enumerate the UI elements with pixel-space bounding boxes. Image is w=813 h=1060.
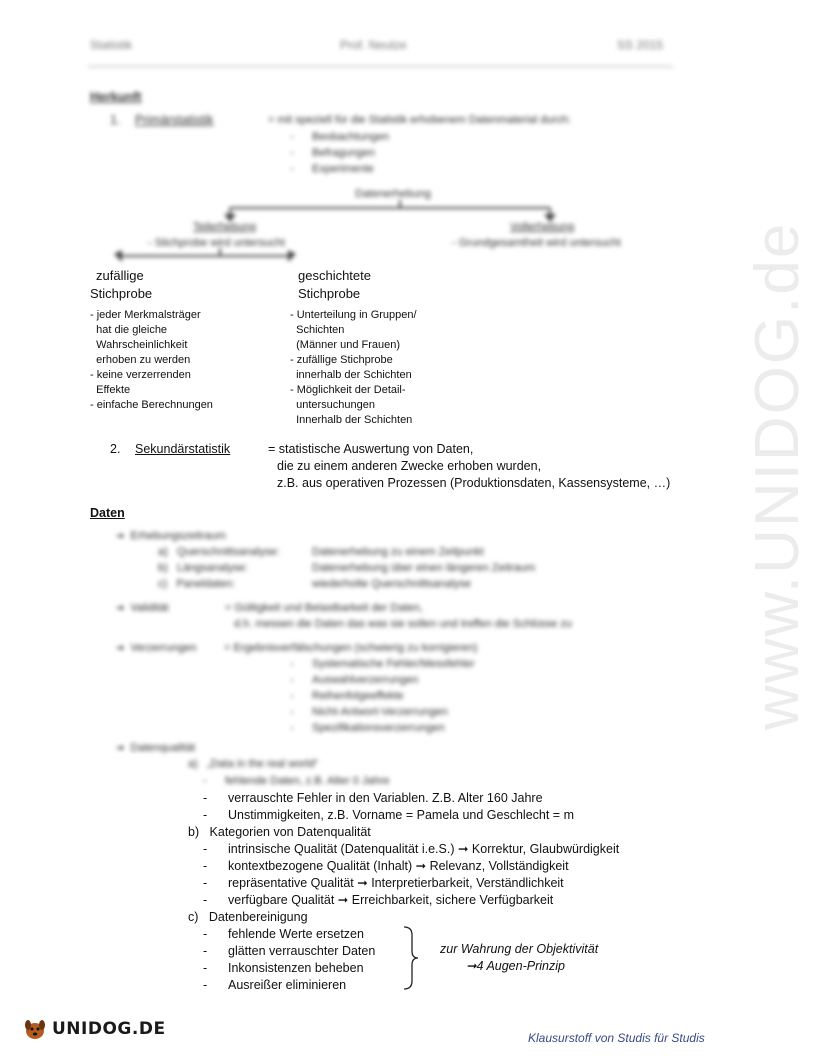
dog-icon [22, 1016, 48, 1042]
header-course: Statistik [90, 38, 133, 52]
zufaellig-line: - jeder Merkmalsträger [90, 309, 201, 321]
qualitaet-b: b) Kategorien von Datenqualität [188, 825, 371, 839]
verzerrungen-label: ➔ Verzerrungen [116, 641, 196, 656]
qualitaet-b-item: - verfügbare Qualität ➞ Erreichbarkeit, sichere Verfügbarkeit [203, 893, 554, 907]
qualitaet-a-item: - Unstimmigkeiten, z.B. Vorname = Pamela und Geschlecht = m [203, 808, 574, 822]
verzerrungen-item: - Nicht-Antwort-Verzerrungen [290, 706, 448, 718]
header-divider [88, 66, 673, 67]
qualitaet-a: a) „Data in the real world“ [188, 758, 319, 770]
qualitaet-b-item: - intrinsische Qualität (Datenqualität i.e.S.) ➞ Korrektur, Glaubwürdigkeit [203, 842, 620, 856]
verzerrungen-def: = Ergebnisverfälschungen (schwierig zu korrigieren) [224, 642, 478, 654]
geschichtet-line: - Möglichkeit der Detail- [290, 384, 406, 396]
tree-right-note: - Grundgesamtheit wird untersucht [452, 237, 621, 249]
tree-left: Teilerhebung [193, 221, 256, 233]
geschichtet-line: - zufällige Stichprobe [290, 354, 393, 366]
header-semester: SS 2015 [617, 38, 664, 52]
geschichtet-line: innerhalb der Schichten [290, 369, 412, 381]
primary-number: 1. [110, 113, 121, 127]
objectivity-note: zur Wahrung der Objektivität [440, 942, 599, 956]
geschichtet-title-2: Stichprobe [298, 286, 361, 301]
verzerrungen-item: - Systematische Fehler/Messfehler [290, 658, 475, 670]
validitaet-line: d.h. messen die Daten das was sie sollen und treffen die Schlüsse zu [234, 618, 572, 630]
secondary-line: = statistische Auswertung von Daten, [268, 442, 474, 456]
zufaellig-title-2: Stichprobe [90, 286, 153, 301]
validitaet-label: ➔ Validität [116, 601, 169, 616]
qualitaet-c-item: - Inkonsistenzen beheben [203, 961, 364, 975]
zufaellig-title-1: zufällige [96, 268, 144, 283]
erhebung-desc: Datenerhebung zu einem Zeitpunkt [312, 546, 484, 558]
zufaellig-line: Effekte [90, 384, 131, 396]
erhebung-desc: wiederholte Querschnittsanalyse [312, 578, 471, 590]
secondary-term: Sekundärstatistik [135, 442, 231, 456]
erhebung-label: ➔ Erhebungszeitraum [116, 529, 226, 544]
tree-right: Vollerhebung [510, 221, 575, 233]
header-professor: Prof. Neutze [340, 38, 407, 52]
tree-root: Datenerhebung [355, 188, 431, 200]
zufaellig-line: hat die gleiche [90, 324, 168, 336]
qualitaet-c-item: - Ausreißer eliminieren [203, 978, 347, 992]
watermark: www.UNIDOG.de [743, 221, 812, 730]
footer-logo [22, 1016, 166, 1042]
section-title-herkunft: Herkunft [90, 90, 142, 104]
validitaet-line: = Gültigkeit und Belastbarkeit der Daten, [225, 602, 423, 614]
tree-left-note: - Stichprobe wird untersucht [148, 237, 285, 249]
qualitaet-a-item: - verrauschte Fehler in den Variablen. Z.B. Alter 160 Jahre [203, 791, 543, 805]
zufaellig-line: erhoben zu werden [90, 354, 191, 366]
qualitaet-b-item: - repräsentative Qualität ➞ Interpretierbarkeit, Verständlichkeit [203, 876, 564, 890]
section-title-daten: Daten [90, 506, 125, 520]
geschichtet-title-1: geschichtete [298, 268, 371, 283]
primary-term: Primärstatistik [135, 113, 214, 127]
qualitaet-c-item: - fehlende Werte ersetzen [203, 927, 364, 941]
qualitaet-c-item: - glätten verrauschter Daten [203, 944, 376, 958]
verzerrungen-item: - Auswahlverzerrungen [290, 674, 419, 686]
primary-item: - Beobachtungen [290, 131, 390, 143]
secondary-line: z.B. aus operativen Prozessen (Produktionsdaten, Kassensysteme, …) [277, 476, 671, 490]
zufaellig-line: Wahrscheinlichkeit [90, 339, 188, 351]
verzerrungen-item: - Reihenfolgeeffekte [290, 690, 404, 702]
primary-definition: = mit speziell für die Statistik erhobenem Datenmaterial durch: [268, 114, 571, 126]
qualitaet-c: c) Datenbereinigung [188, 910, 308, 924]
erhebung-item: a) Querschnittsanalyse: [158, 546, 280, 558]
zufaellig-line: - keine verzerrenden [90, 369, 191, 381]
geschichtet-line: Innerhalb der Schichten [290, 414, 413, 426]
footer-brand: UNIDOG.DE [52, 1019, 166, 1039]
geschichtet-line: Schichten [290, 324, 345, 336]
geschichtet-line: untersuchungen [290, 399, 376, 411]
zufaellig-line: - einfache Berechnungen [90, 399, 213, 411]
erhebung-item: b) Längsanalyse: [158, 562, 248, 574]
geschichtet-line: - Unterteilung in Gruppen/ [290, 309, 417, 321]
primary-item: - Befragungen [290, 147, 375, 159]
verzerrungen-item: - Spezifikationsverzerrungen [290, 722, 445, 734]
erhebung-desc: Datenerhebung über einen längeren Zeitraum [312, 562, 536, 574]
qualitaet-label: ➔ Datenqualität [116, 741, 195, 756]
four-eyes-note: ➞4 Augen-Prinzip [466, 959, 565, 973]
tree-connectors [110, 196, 570, 268]
erhebung-item: c) Paneldaten: [158, 578, 236, 590]
footer-slogan: Klausurstoff von Studis für Studis [528, 1031, 705, 1045]
primary-item: - Experimente [290, 163, 374, 175]
qualitaet-a-item: - fehlende Daten, z.B. Alter 0 Jahre [203, 775, 390, 787]
curly-brace [400, 925, 422, 991]
qualitaet-b-item: - kontextbezogene Qualität (Inhalt) ➞ Relevanz, Vollständigkeit [203, 859, 569, 873]
geschichtet-line: (Männer und Frauen) [290, 339, 401, 351]
secondary-number: 2. [110, 442, 121, 456]
secondary-line: die zu einem anderen Zwecke erhoben wurden, [277, 459, 542, 473]
